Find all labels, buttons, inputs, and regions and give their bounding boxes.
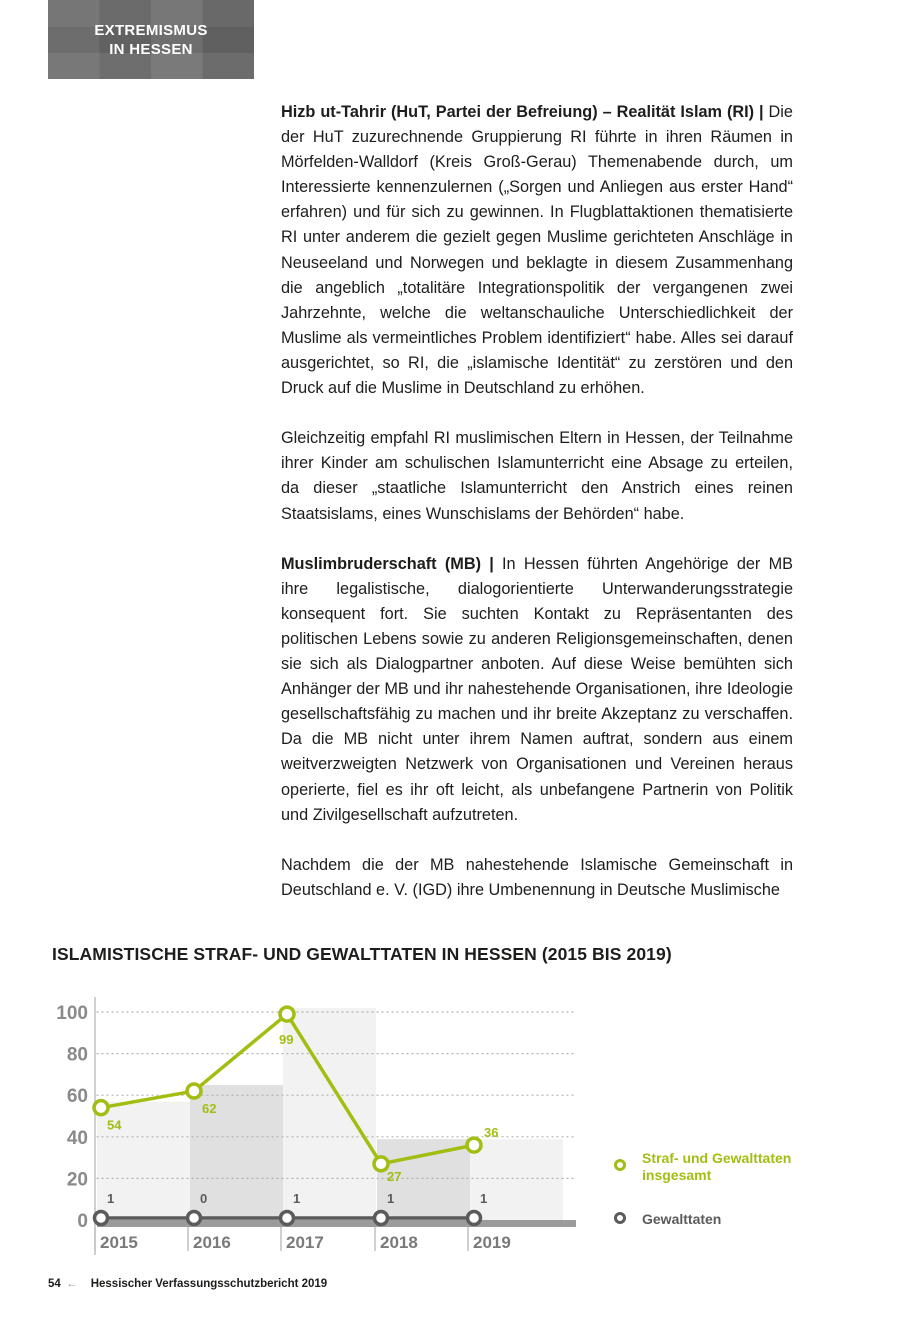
- area-column-2017: [283, 1008, 376, 1220]
- violent-value-label: 1: [480, 1191, 488, 1206]
- violent-value-label: 1: [293, 1191, 301, 1206]
- total-value-label: 99: [279, 1032, 294, 1048]
- x-tick-label: 2019: [473, 1233, 511, 1252]
- paragraph-hut-body: Die der HuT zuzurechnende Gruppierung RI führte in ihren Räumen in Mörfelden-Walldorf (Kreis Groß-Gerau) Themenabende durch, um Interessierte kennenzulernen („Sorgen und Anliegen aus erster Hand“ erfahren) und für sich zu gewinnen. In Flugblattaktionen thematisierte RI unter anderem die gezielt gegen Muslime gerichteten Anschläge in Neuseeland und Norwegen und beklagte in diesem Zusammenhang die angeblich „totalitäre Integrationspolitik der vergangenen zwei Jahrzehnte, welche die weltanschauliche Unterschiedlichkeit der Muslime als vermeintliches Problem identifiziert“ habe. Alles sei darauf ausgerichtet, so RI, die „islamische Identität“ zu zerstören und den Druck auf die Muslime in Deutschland zu erhöhen.: [281, 103, 793, 398]
- area-column-2019: [470, 1139, 563, 1220]
- x-axis-baseline: [97, 1220, 576, 1227]
- total-value-label: 62: [202, 1101, 217, 1117]
- paragraph-hut: [281, 100, 793, 401]
- paragraph-igd-body: Nachdem die der MB nahestehende Islamische Gemeinschaft in Deutschland e. V. (IGD) ihre Umbenennung in Deutsche Muslimische: [281, 855, 793, 899]
- violent-point-2015: [95, 1212, 108, 1225]
- paragraph-mb-body: In Hessen führten Angehörige der MB ihre legalistische, dialogorientierte Unterwanderungsstrategie konsequent fort. Sie suchten Kontakt zu Repräsentanten des politischen Lebens sowie zu anderen Religionsgemeinschaften, denen sie sich als Dialogpartner anboten. Auf diese Weise bemühten sich Anhänger der MB und ihr nahestehende Organisationen, ihre Ideologie gesellschaftsfähig zu machen und ihr breite Akzeptanz zu verschaffen. Da die MB nicht unter ihrem Namen auftrat, sondern aus einem weitverzweigten Netzwerk von Organisationen und Vereinen heraus operierte, fiel es ihr oft leicht, als unbefangene Partnerin von Politik und Zivilgesellschaft aufzutreten.: [281, 554, 793, 824]
- legend-total-marker: [614, 1159, 626, 1171]
- x-tick-label: 2015: [100, 1233, 138, 1252]
- total-value-label: 36: [484, 1125, 499, 1141]
- total-point-2016: [187, 1084, 201, 1098]
- y-tick-label: 60: [66, 1086, 88, 1108]
- violent-point-2017: [281, 1212, 294, 1225]
- paragraph-ri-parents: [281, 426, 793, 526]
- violent-point-2016: [188, 1212, 201, 1225]
- back-arrow-icon: ←: [66, 1278, 78, 1290]
- legend-violent-marker: [614, 1212, 626, 1224]
- page-footer: [48, 1278, 327, 1290]
- y-tick-label: 20: [66, 1169, 88, 1191]
- y-tick-label: 0: [77, 1211, 88, 1232]
- total-point-2019: [467, 1138, 481, 1152]
- footer-title: Hessischer Verfassungsschutzbericht 2019: [90, 1278, 328, 1290]
- paragraph-mb-lead: Muslimbruderschaft (MB) |: [281, 554, 494, 573]
- section-header-line2: IN HESSEN: [109, 40, 193, 58]
- total-point-2015: [94, 1101, 108, 1115]
- total-point-2017: [280, 1007, 294, 1021]
- x-tick-label: 2017: [286, 1233, 324, 1252]
- total-value-label: 54: [107, 1117, 122, 1133]
- legend-violent-label: Gewalttaten: [642, 1211, 722, 1227]
- paragraph-igd: [281, 853, 793, 903]
- legend-total-label: Straf- und Gewalttaten insgesamt: [642, 1150, 792, 1183]
- paragraph-ri-parents-body: Gleichzeitig empfahl RI muslimischen Eltern in Hessen, der Teilnahme ihrer Kinder am schulischen Islamunterricht eine Absage zu erteilen, da dieser „staatliche Islamunterricht den Anstrich eines reinen Staatsislams, eines Wunschislams der Behörden“ habe.: [281, 429, 793, 523]
- section-header-tab: [48, 0, 254, 79]
- violent-point-2018: [375, 1212, 388, 1225]
- paragraph-mb: [281, 552, 793, 828]
- violent-value-label: 0: [200, 1191, 208, 1206]
- page-number: 54: [48, 1278, 61, 1290]
- x-tick-label: 2018: [380, 1233, 418, 1252]
- y-tick-label: 80: [66, 1044, 88, 1066]
- line-chart: [40, 985, 600, 1260]
- body-text-column: [281, 100, 793, 928]
- x-tick-label: 2016: [193, 1233, 231, 1252]
- total-point-2018: [374, 1157, 388, 1171]
- y-tick-label: 100: [56, 1003, 88, 1024]
- violent-value-label: 1: [107, 1191, 115, 1206]
- section-header-line1: EXTREMISMUS: [94, 21, 208, 39]
- y-tick-label: 40: [66, 1127, 88, 1149]
- paragraph-hut-lead: Hizb ut-Tahrir (HuT, Partei der Befreiung) – Realität Islam (RI) |: [281, 103, 764, 121]
- total-value-label: 27: [387, 1168, 402, 1184]
- chart-title: ISLAMISTISCHE STRAF- UND GEWALTTATEN IN HESSEN (2015 BIS 2019): [52, 944, 672, 964]
- violent-value-label: 1: [387, 1191, 395, 1206]
- violent-point-2019: [468, 1212, 481, 1225]
